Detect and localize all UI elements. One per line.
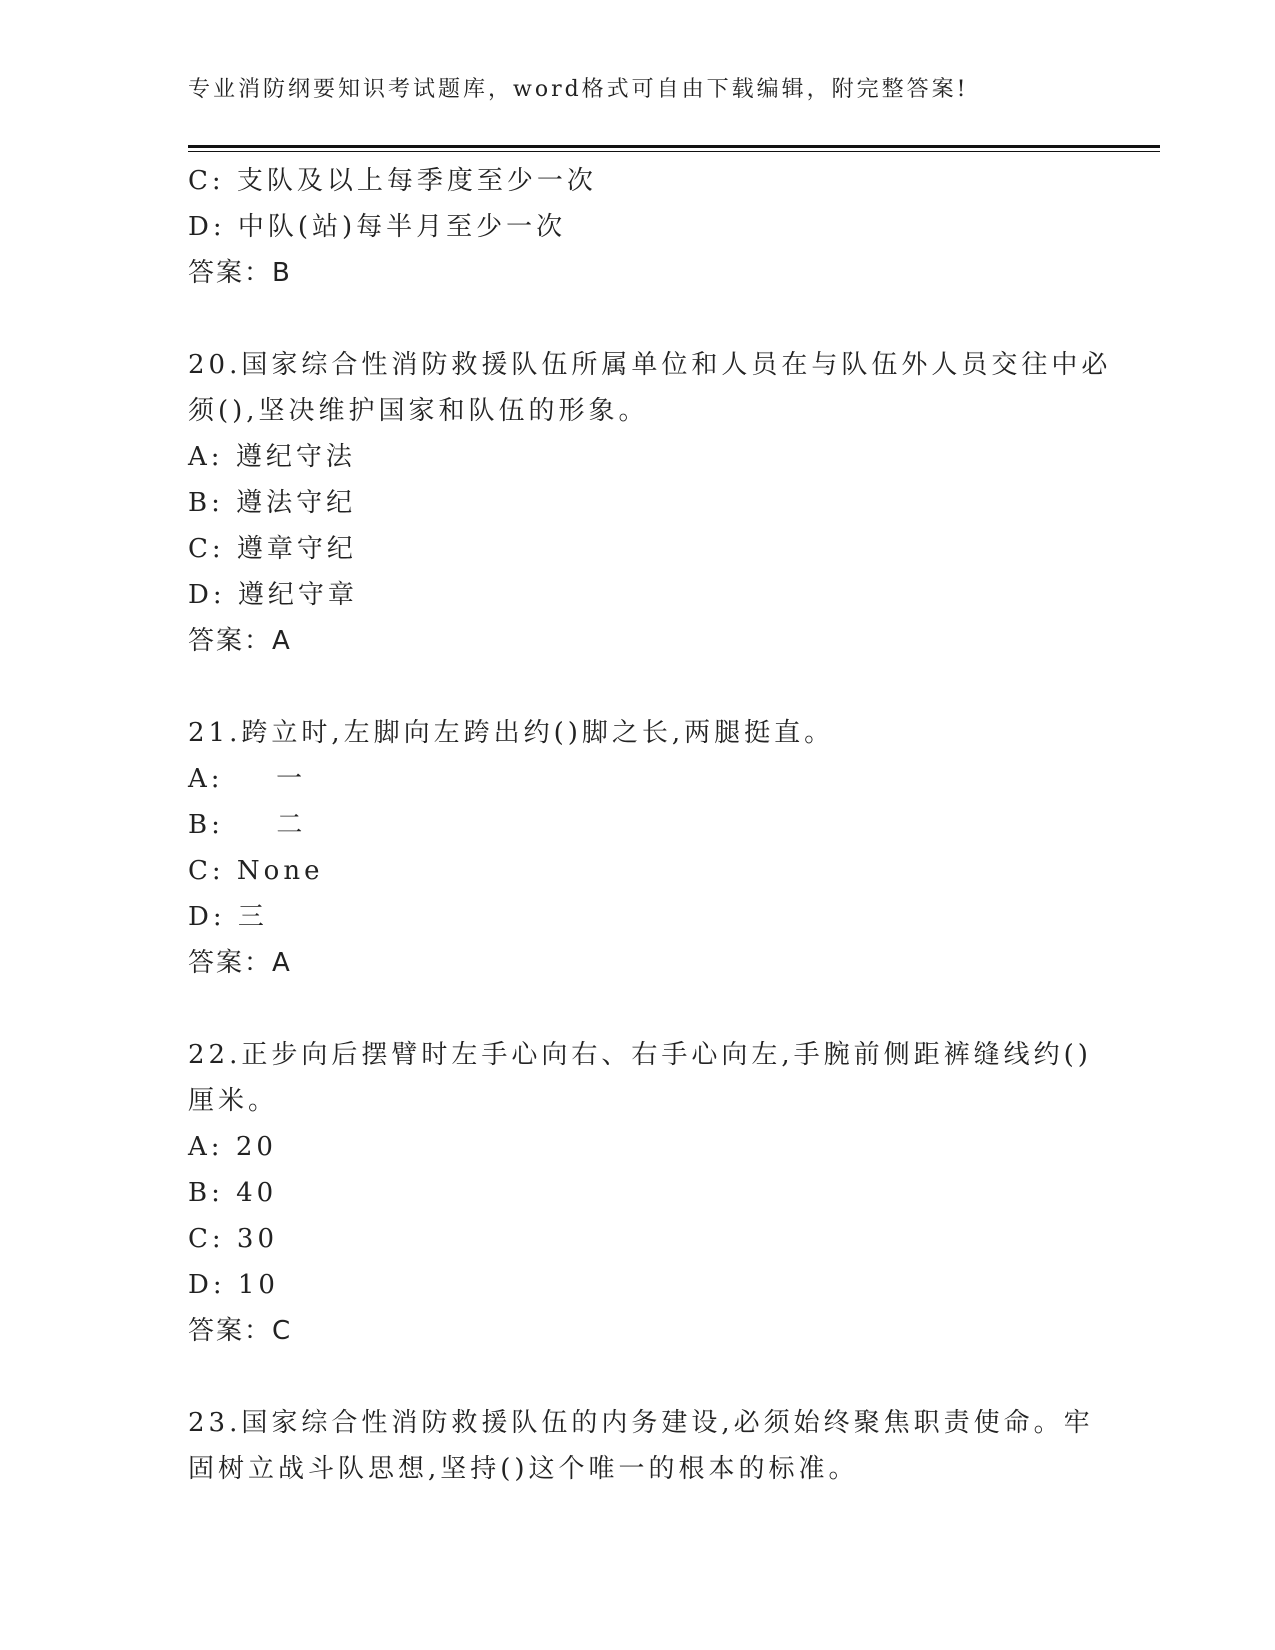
option-line bbox=[188, 848, 1088, 894]
option-line bbox=[188, 158, 1088, 204]
option-text: None bbox=[236, 856, 324, 886]
question-text: 22.正步向后摆臂时左手心向右、右手心向左,手腕前侧距裤缝线约() bbox=[188, 1040, 1092, 1070]
option-text: 30 bbox=[236, 1224, 279, 1254]
option-line bbox=[188, 204, 1088, 250]
option-line bbox=[188, 894, 1088, 940]
header-rule-thick bbox=[188, 145, 1160, 148]
option-key: C: bbox=[188, 166, 225, 196]
option-line bbox=[188, 572, 1088, 618]
option-text: 遵法守纪 bbox=[236, 488, 357, 518]
option-text: 遵纪守章 bbox=[237, 580, 358, 610]
answer-line: 答案：A bbox=[188, 948, 292, 978]
option-key: C: bbox=[188, 534, 225, 564]
spacer bbox=[188, 664, 1088, 710]
option-key: C: bbox=[188, 1224, 225, 1254]
option-line bbox=[188, 434, 1088, 480]
header-rule-thin bbox=[188, 151, 1160, 152]
option-key: B: bbox=[188, 1178, 224, 1208]
option-key: B: bbox=[188, 810, 224, 840]
option-line bbox=[188, 1262, 1088, 1308]
question-text: 21.跨立时,左脚向左跨出约()脚之长,两腿挺直。 bbox=[188, 718, 835, 748]
option-line bbox=[188, 802, 1088, 848]
option-text: 一 bbox=[276, 764, 307, 794]
option-text: 支队及以上每季度至少一次 bbox=[236, 166, 597, 196]
option-text: 20 bbox=[235, 1132, 277, 1162]
question-text: 固树立战斗队思想,坚持()这个唯一的根本的标准。 bbox=[188, 1454, 859, 1484]
option-line bbox=[188, 1216, 1088, 1262]
spacer bbox=[188, 296, 1088, 342]
option-text: 遵纪守法 bbox=[235, 442, 356, 472]
answer-line: 答案：C bbox=[188, 1316, 293, 1346]
option-key: D: bbox=[188, 212, 226, 242]
spacer bbox=[188, 1354, 1088, 1400]
spacer bbox=[188, 986, 1088, 1032]
option-key: A: bbox=[188, 1132, 224, 1162]
option-text: 40 bbox=[236, 1178, 278, 1208]
option-key: A: bbox=[188, 764, 224, 794]
option-text: 遵章守纪 bbox=[236, 534, 357, 564]
question-text: 须(),坚决维护国家和队伍的形象。 bbox=[188, 396, 649, 426]
option-line bbox=[188, 1124, 1088, 1170]
option-key: B: bbox=[188, 488, 224, 518]
option-key: A: bbox=[188, 442, 224, 472]
option-line bbox=[188, 526, 1088, 572]
answer-line: 答案：A bbox=[188, 626, 292, 656]
option-text: 二 bbox=[276, 810, 307, 840]
option-key: C: bbox=[188, 856, 225, 886]
option-key: D: bbox=[188, 902, 226, 932]
question-text: 20.国家综合性消防救援队伍所属单位和人员在与队伍外人员交往中必 bbox=[188, 350, 1112, 380]
option-line bbox=[188, 1170, 1088, 1216]
option-text: 中队(站)每半月至少一次 bbox=[237, 212, 567, 242]
question-text: 23.国家综合性消防救援队伍的内务建设,必须始终聚焦职责使命。牢 bbox=[188, 1408, 1094, 1438]
question-text: 厘米。 bbox=[188, 1086, 279, 1116]
option-line bbox=[188, 480, 1088, 526]
answer-line: 答案：B bbox=[188, 258, 292, 288]
question-content bbox=[188, 158, 1112, 1492]
page-header: 专业消防纲要知识考试题库，word格式可自由下载编辑，附完整答案! bbox=[188, 77, 969, 102]
option-key: D: bbox=[188, 1270, 226, 1300]
option-text: 10 bbox=[237, 1270, 279, 1300]
option-key: D: bbox=[188, 580, 226, 610]
option-line bbox=[188, 756, 1088, 802]
option-text: 三 bbox=[237, 902, 268, 932]
